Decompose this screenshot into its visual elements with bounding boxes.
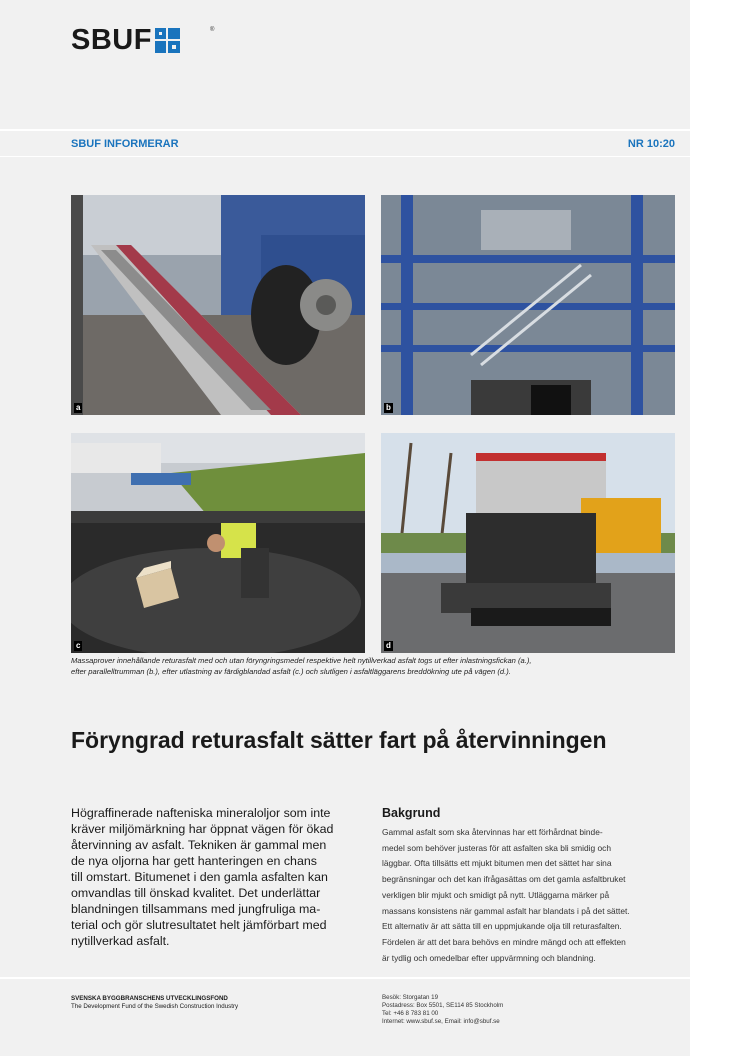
- registered-mark: ®: [210, 27, 215, 33]
- lead-line: Högraffinerade nafteniska mineraloljor som inte: [71, 806, 331, 820]
- caption-line: efter parallelltrumman (b.), efter utlastning av färdigblandad asfalt (c.) och slutligen i asfaltläggarens breddökning ute på vägen (d.).: [71, 666, 511, 676]
- photo-worker-sampling: [71, 433, 365, 653]
- body-line: Gammal asfalt som ska återvinnas har ett förhårdnat binde-: [382, 827, 603, 837]
- org-english-name: The Development Fund of the Swedish Construction Industry: [71, 1003, 239, 1010]
- photo-label: d: [386, 641, 391, 650]
- lead-line: terial och gör slutresultatet helt jämförbart med: [71, 918, 327, 932]
- lead-line: de nya oljorna har gett hanteringen en chans: [71, 854, 317, 868]
- lead-line: återvinning av asfalt. Tekniken är gammal men: [71, 838, 327, 852]
- logo-text: SBUF: [71, 24, 152, 56]
- photo-conveyor: [71, 195, 365, 415]
- photo-label: b: [386, 403, 391, 412]
- lead-paragraph: [71, 805, 363, 949]
- org-name: SVENSKA BYGGBRANSCHENS UTVECKLINGSFOND: [71, 995, 228, 1002]
- visit-address: Besök: Storgatan 19: [382, 994, 439, 1001]
- lead-line: nytillverkad asfalt.: [71, 934, 170, 948]
- lead-line: omvandlas till önskad kvalitet. Det underlättar: [71, 886, 321, 900]
- body-line: är tydlig och omedelbar efter uppvärmning och blandning.: [382, 952, 596, 963]
- footer-contact: [382, 994, 503, 1026]
- body-line: medel som behöver justeras för att asfalten ska bli smidig och: [382, 842, 612, 853]
- series-label: SBUF INFORMERAR: [71, 138, 179, 150]
- footer-organisation: [71, 995, 238, 1011]
- issue-number: NR 10:20: [627, 138, 675, 150]
- body-line: Ett alternativ är att sätta till en uppmjukande olja till returasfalten.: [382, 921, 622, 932]
- photo-label: c: [76, 641, 81, 650]
- body-line: verkligen blir mjukt och smidigt på nytt. Utläggarna märker på: [382, 889, 610, 900]
- band-top-rule: [0, 129, 690, 131]
- body-line: begränsningar och det kan ifrågasättas om det gamla asfaltbruket: [382, 874, 626, 885]
- logo-grid-icon: [155, 28, 180, 53]
- postal-address: Postadress: Box 5501, SE114 85 Stockholm: [382, 1002, 504, 1009]
- photo-caption: [71, 656, 675, 677]
- photo-asphalt-paver: [381, 433, 675, 653]
- footer-rule: [0, 977, 690, 979]
- section-heading: Bakgrund: [382, 806, 441, 820]
- photo-steel-structure: [381, 195, 675, 415]
- phone-number: Tel: +46 8 783 81 00: [382, 1010, 439, 1017]
- web-email-link[interactable]: Internet: www.sbuf.se, Email: info@sbuf.se: [382, 1018, 500, 1025]
- issue-band: [71, 138, 675, 150]
- section-body: [382, 825, 682, 966]
- body-line: massans konsistens när gammal asfalt har blandats i på det sättet.: [382, 905, 630, 916]
- lead-line: kräver miljömärkning har öppnat vägen för ökad: [71, 822, 334, 836]
- photo-label: a: [76, 403, 81, 412]
- body-line: läggbar. Ofta tillsätts ett mjukt bitumen men det sättet har sina: [382, 858, 612, 869]
- band-bottom-rule: [0, 156, 690, 157]
- article-headline: Föryngrad returasfalt sätter fart på återvinningen: [71, 727, 607, 753]
- caption-line: Massaprover innehållande returasfalt med och utan föryngringsmedel respektive helt nytillverkad asfalt togs ut efter inlastningsfickan (a.),: [71, 656, 532, 665]
- lead-line: blandningen tillsammans med jungfruliga ma-: [71, 902, 321, 916]
- sbuf-logo: [71, 24, 180, 56]
- lead-line: till omstart. Bitumenet i den gamla asfalten kan: [71, 870, 328, 884]
- body-line: Fördelen är att det bara behövs en mindre mängd och att effekten: [382, 936, 626, 947]
